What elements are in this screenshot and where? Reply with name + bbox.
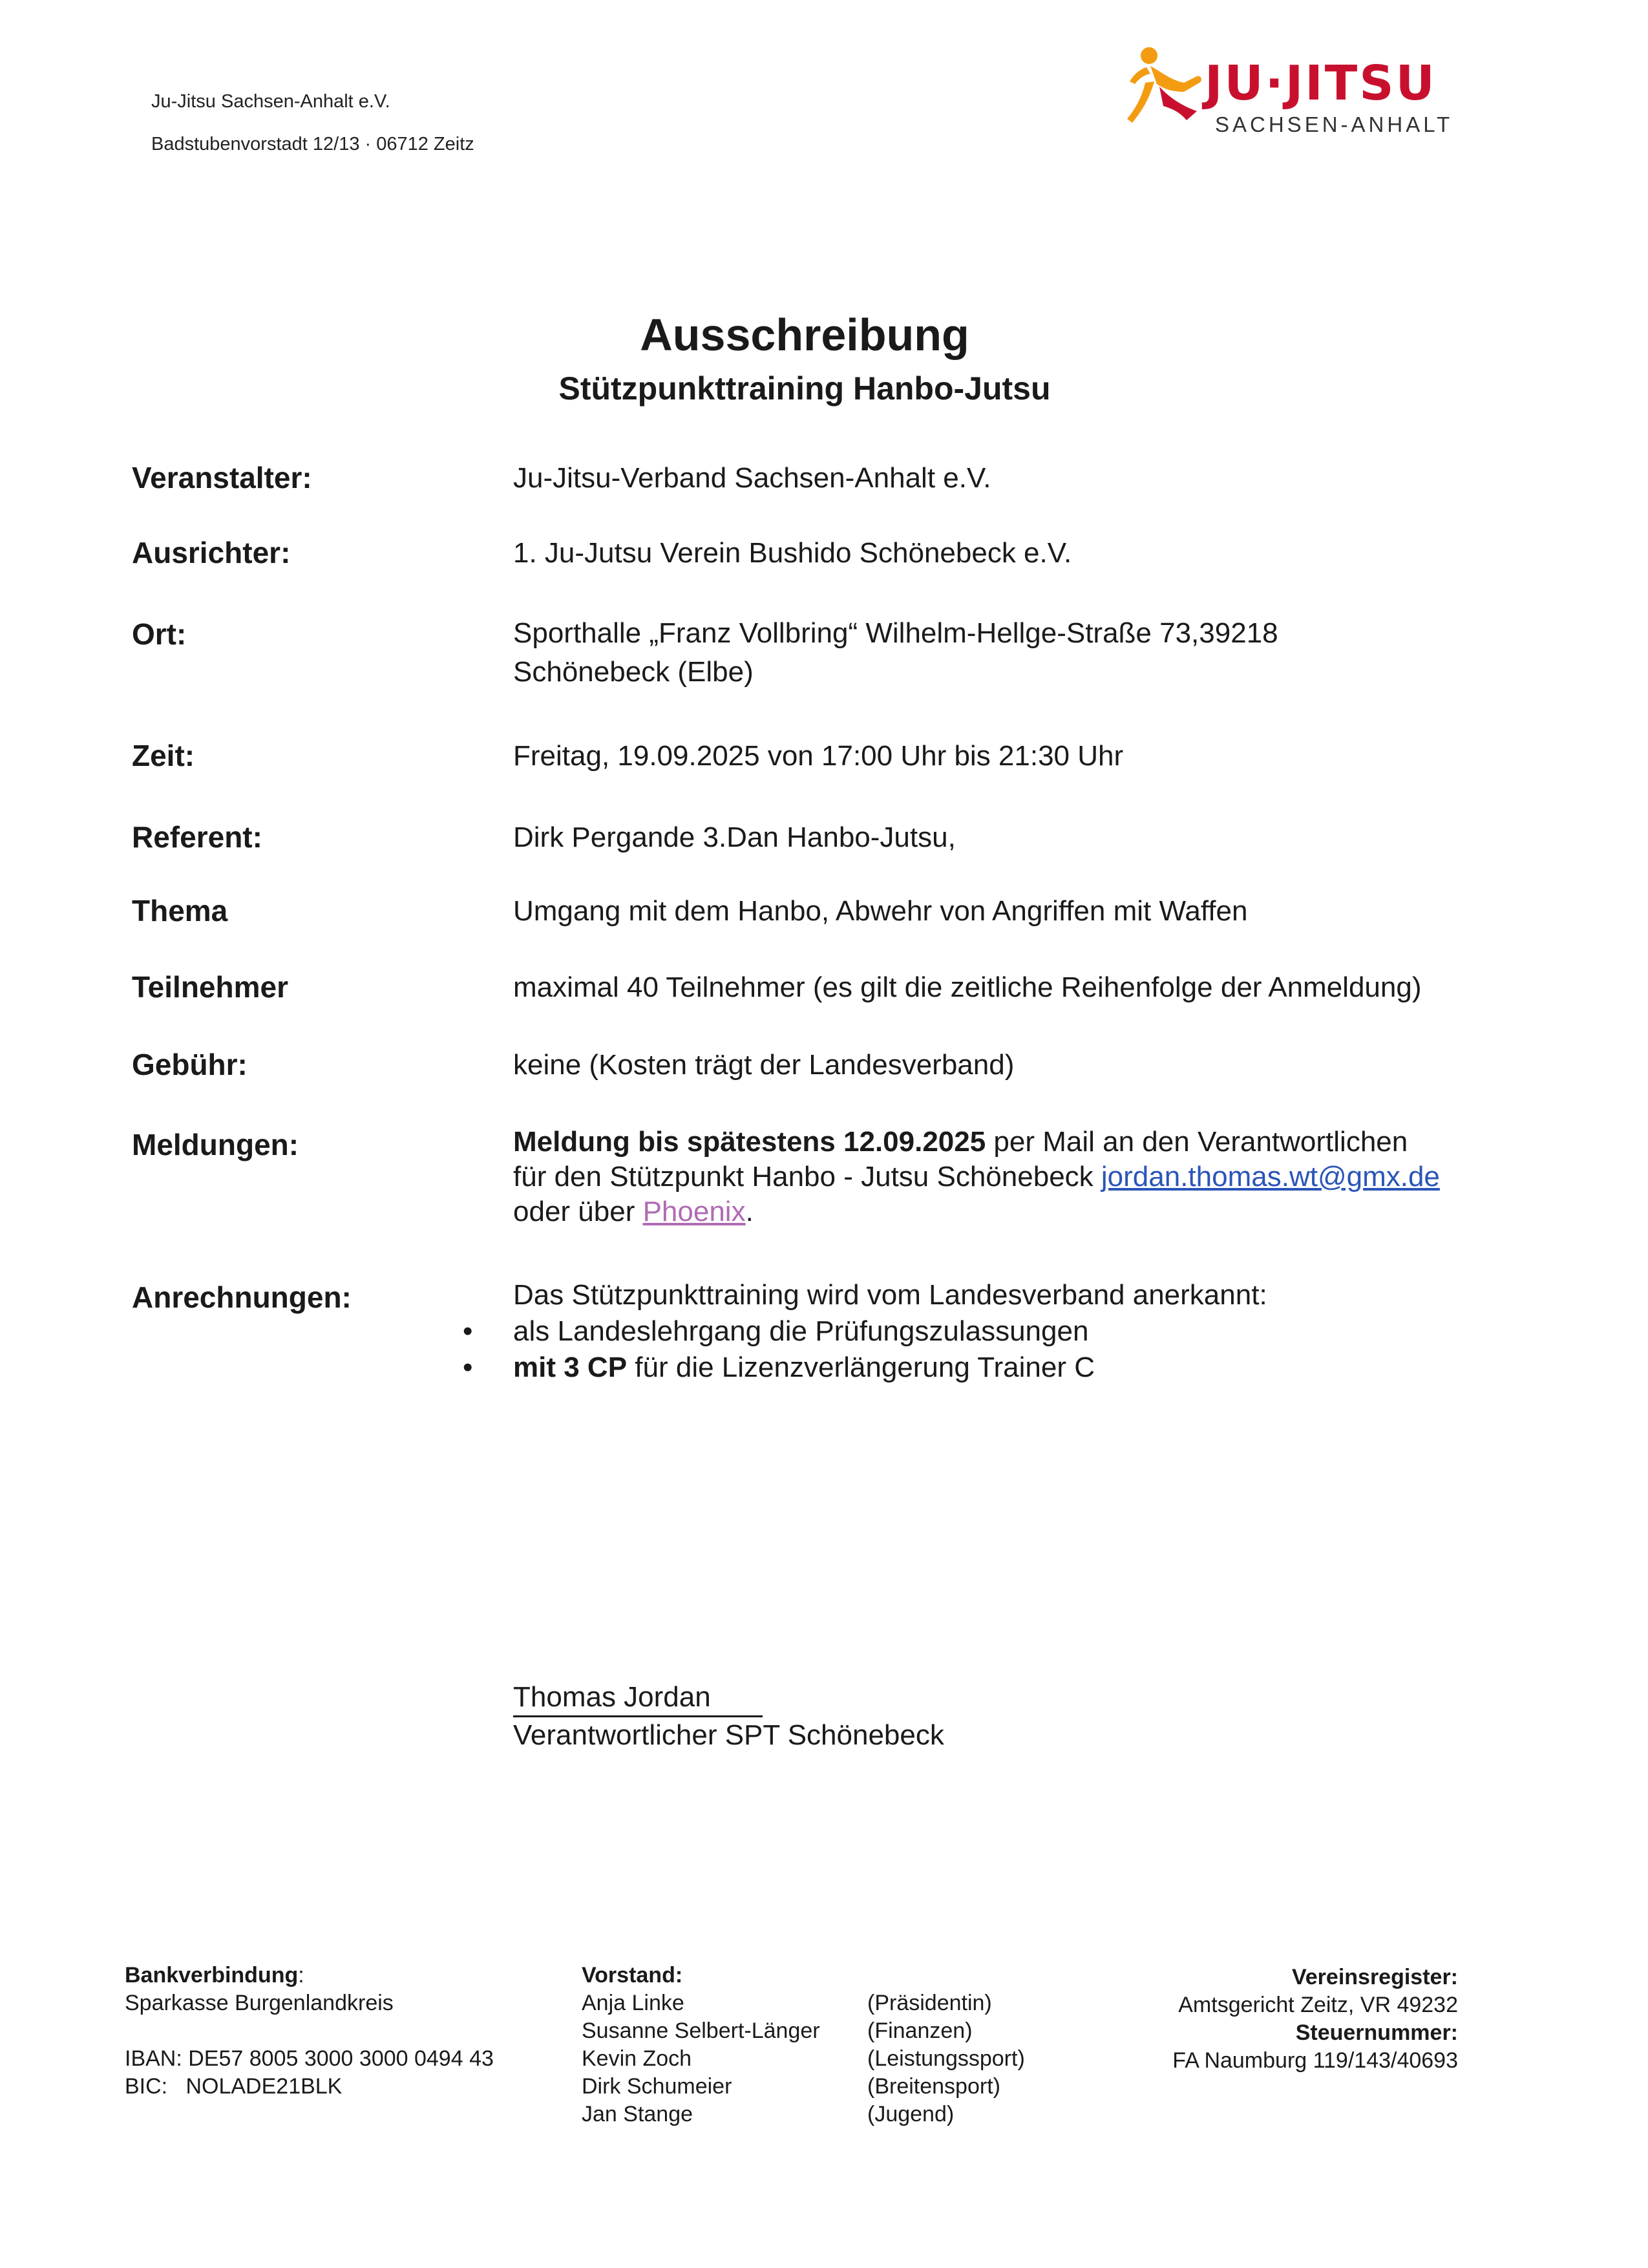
value-referent: Dirk Pergande 3.Dan Hanbo-Jutsu, — [513, 821, 956, 853]
sender-address: Badstubenvorstadt 12/13 · 06712 Zeitz — [151, 134, 474, 154]
label-teilnehmer: Teilnehmer — [132, 970, 288, 1004]
board-member-name: Susanne Selbert-Länger — [582, 2019, 820, 2043]
value-meldungen — [513, 1125, 1521, 1229]
tax-value: FA Naumburg 119/143/40693 — [1172, 2048, 1458, 2073]
label-referent: Referent: — [132, 820, 262, 854]
phoenix-link[interactable]: Phoenix — [642, 1196, 746, 1227]
footer-board-roles — [867, 1989, 1025, 2128]
meldungen-text3: oder über — [513, 1196, 643, 1227]
anrechnungen-intro: Das Stützpunkttraining wird vom Landesverband anerkannt: — [513, 1279, 1267, 1311]
document-title: Ausschreibung — [640, 310, 969, 360]
label-anrechnungen: Anrechnungen: — [132, 1280, 352, 1314]
bank-heading: Bankverbindung — [125, 1963, 299, 1987]
board-member-name: Kevin Zoch — [582, 2046, 692, 2071]
sender-name: Ju-Jitsu Sachsen-Anhalt e.V. — [151, 91, 390, 112]
register-heading: Vereinsregister: — [1291, 1965, 1458, 1989]
label-thema: Thema — [132, 894, 228, 927]
sender-block — [151, 80, 474, 165]
anrechnungen-item-1: als Landeslehrgang die Prüfungszulassungen — [513, 1315, 1089, 1347]
bank-institute: Sparkasse Burgenlandkreis — [125, 1991, 394, 2015]
label-gebuehr: Gebühr: — [132, 1048, 248, 1081]
board-member-name: Jan Stange — [582, 2102, 693, 2126]
anrechnungen-item2-text: für die Lizenzverlängerung Trainer C — [627, 1351, 1095, 1383]
board-heading: Vorstand: — [582, 1963, 683, 1987]
label-ort: Ort: — [132, 617, 187, 651]
meldungen-line1 — [513, 1125, 1521, 1160]
value-ort — [513, 614, 1521, 692]
footer-register — [1066, 1964, 1458, 2075]
martial-artist-figure-icon — [1125, 44, 1209, 134]
bullet-2: • — [463, 1351, 473, 1383]
bank-iban: IBAN: DE57 8005 3000 3000 0494 43 — [125, 2046, 494, 2071]
meldungen-text2: für den Stützpunkt Hanbo - Jutsu Schönebeck — [513, 1161, 1101, 1192]
meldungen-deadline: Meldung bis spätestens 12.09.2025 — [513, 1126, 986, 1158]
meldungen-line3 — [513, 1194, 1521, 1229]
logo-region: SACHSEN-ANHALT — [1215, 112, 1453, 136]
label-zeit: Zeit: — [132, 739, 195, 772]
footer-board — [582, 1962, 820, 2128]
value-ort-line2: Schönebeck (Elbe) — [513, 656, 754, 688]
board-member-role: (Breitensport) — [867, 2074, 1000, 2099]
signature-name: Thomas Jordan — [513, 1679, 763, 1717]
anrechnungen-item-2 — [513, 1350, 1521, 1386]
board-member-role: (Präsidentin) — [867, 1991, 992, 2015]
board-member-role: (Finanzen) — [867, 2019, 973, 2043]
label-veranstalter: Veranstalter: — [132, 461, 312, 494]
value-ausrichter: 1. Ju-Jutsu Verein Bushido Schönebeck e.V. — [513, 537, 1072, 569]
value-thema: Umgang mit dem Hanbo, Abwehr von Angriffen mit Waffen — [513, 895, 1248, 927]
bank-heading-colon: : — [298, 1963, 304, 1987]
footer-bank — [125, 1962, 494, 2101]
signature-role: Verantwortlicher SPT Schönebeck — [513, 1719, 944, 1751]
meldungen-text1: per Mail an den Verantwortlichen — [986, 1126, 1408, 1158]
tax-heading: Steuernummer: — [1295, 2020, 1458, 2045]
logo-wordmark: JU·JITSU — [1205, 56, 1437, 111]
value-veranstalter: Ju-Jitsu-Verband Sachsen-Anhalt e.V. — [513, 462, 991, 494]
label-ausrichter: Ausrichter: — [132, 536, 291, 569]
document-subtitle: Stützpunkttraining Hanbo-Jutsu — [558, 370, 1051, 407]
board-member-name: Anja Linke — [582, 1991, 684, 2015]
value-gebuehr: keine (Kosten trägt der Landesverband) — [513, 1049, 1015, 1081]
bullet-1: • — [463, 1315, 473, 1347]
value-teilnehmer: maximal 40 Teilnehmer (es gilt die zeitliche Reihenfolge der Anmeldung) — [513, 971, 1422, 1003]
bank-spacer — [125, 2017, 494, 2045]
meldungen-text4: . — [745, 1196, 754, 1227]
email-link[interactable]: jordan.thomas.wt@gmx.de — [1101, 1161, 1440, 1192]
board-member-role: (Leistungssport) — [867, 2046, 1025, 2071]
label-meldungen: Meldungen: — [132, 1128, 299, 1161]
anrechnungen-cp: mit 3 CP — [513, 1351, 628, 1383]
bank-bic: BIC: NOLADE21BLK — [125, 2074, 343, 2099]
bank-heading-line — [125, 1962, 494, 1989]
register-value: Amtsgericht Zeitz, VR 49232 — [1178, 1993, 1458, 2017]
value-zeit: Freitag, 19.09.2025 von 17:00 Uhr bis 21:30 Uhr — [513, 740, 1124, 772]
value-anrechnungen — [513, 1277, 1521, 1386]
ju-jitsu-logo — [1125, 44, 1453, 141]
meldungen-line2 — [513, 1160, 1521, 1194]
board-member-name: Dirk Schumeier — [582, 2074, 732, 2099]
value-ort-line1: Sporthalle „Franz Vollbring“ Wilhelm-Hellge-Straße 73,39218 — [513, 617, 1278, 649]
board-member-role: (Jugend) — [867, 2102, 955, 2126]
